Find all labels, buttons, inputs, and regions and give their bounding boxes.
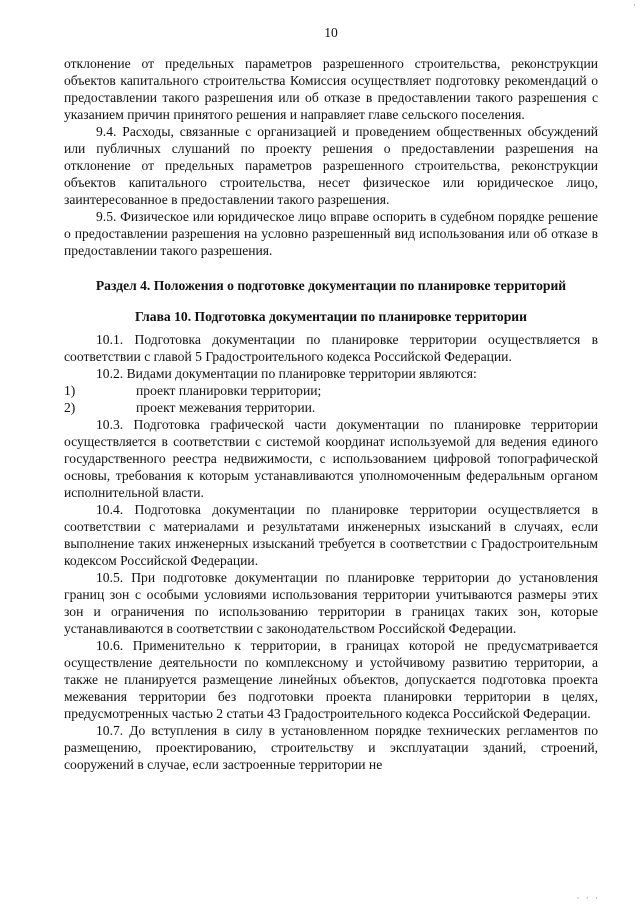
paragraph-10-6: 10.6. Применительно к территории, в границах которой не предусматривается осуществление деятельности по комплексному и устойчивому развитию территории, а также не планируется размещение линейных объектов, допускается подготовка проекта межевания территории без подготовки проекта планировки территории в целях, предусмотренных частью 2 статьи 43 Градостроительного кодекса Российской Федерации. xyxy=(64,638,598,721)
chapter-title: Глава 10. Подготовка документации по планировке территории xyxy=(135,309,527,324)
list-item xyxy=(64,382,598,399)
list-item-number: 1) xyxy=(64,383,76,398)
list-item-text: проект межевания территории. xyxy=(136,400,316,415)
scan-corner-mark: · xyxy=(633,0,636,10)
list-item-text: проект планировки территории; xyxy=(136,383,322,398)
list-item-number: 2) xyxy=(64,400,76,415)
paragraph-10-1: 10.1. Подготовка документации по планировке территории осуществляется в соответствии с главой 5 Градостроительного кодекса Российской Федерации. xyxy=(64,332,598,364)
paragraph-9-5: 9.5. Физическое или юридическое лицо вправе оспорить в судебном порядке решение о предоставлении разрешения на условно разрешенный вид использования или об отказе в предоставлении такого разрешения. xyxy=(64,209,598,258)
list-item xyxy=(64,399,598,416)
page-number: 10 xyxy=(324,25,338,40)
paragraph-10-4: 10.4. Подготовка документации по планировке территории осуществляется в соответствии с материалами и результатами инженерных изысканий в случаях, если выполнение таких инженерных изысканий требуется в соответствии с Градостроительным кодексом Российской Федерации. xyxy=(64,502,598,568)
section-title: Раздел 4. Положения о подготовке документации по планировке территорий xyxy=(95,278,567,293)
scan-bottom-mark: · · · xyxy=(576,893,600,903)
paragraph-10-5: 10.5. При подготовке документации по планировке территории до установления границ зон с особыми условиями использования территории учитываются размеры этих зон и ограничения по использованию территории в границах таких зон, которые устанавливаются в соответствии с законодательством Российской Федерации. xyxy=(64,570,598,636)
document-page xyxy=(64,24,598,773)
paragraph-10-3: 10.3. Подготовка графической части документации по планировке территории осуществляется в соответствии с системой координат используемой для ведения единого государственного реестра недвижимости, с использованием цифровой топографической основы, требования к которым устанавливаются уполномоченным федеральным органом исполнительной власти. xyxy=(64,417,598,500)
paragraph-9-4: 9.4. Расходы, связанные с организацией и проведением общественных обсуждений или публичных слушаний по проекту решения о предоставлении разрешения на отклонение от предельных параметров разрешенного строительства, реконструкции объектов капитального строительства, несет физическое или юридическое лицо, заинтересованное в предоставлении такого разрешения. xyxy=(64,124,598,207)
paragraph-9-3-continuation: отклонение от предельных параметров разрешенного строительства, реконструкции объектов капитального строительства Комиссия осуществляет подготовку рекомендаций о предоставлении такого разрешения или об отказе в предоставлении такого разрешения с указанием причин принятого решения и направляет главе сельского поселения. xyxy=(64,56,598,122)
paragraph-10-7: 10.7. До вступления в силу в установленном порядке технических регламентов по размещению, проектированию, строительству и эксплуатации зданий, строений, сооружений в случае, если застроенные территории не xyxy=(64,723,598,772)
paragraph-10-2: 10.2. Видами документации по планировке территории являются: xyxy=(96,366,477,381)
